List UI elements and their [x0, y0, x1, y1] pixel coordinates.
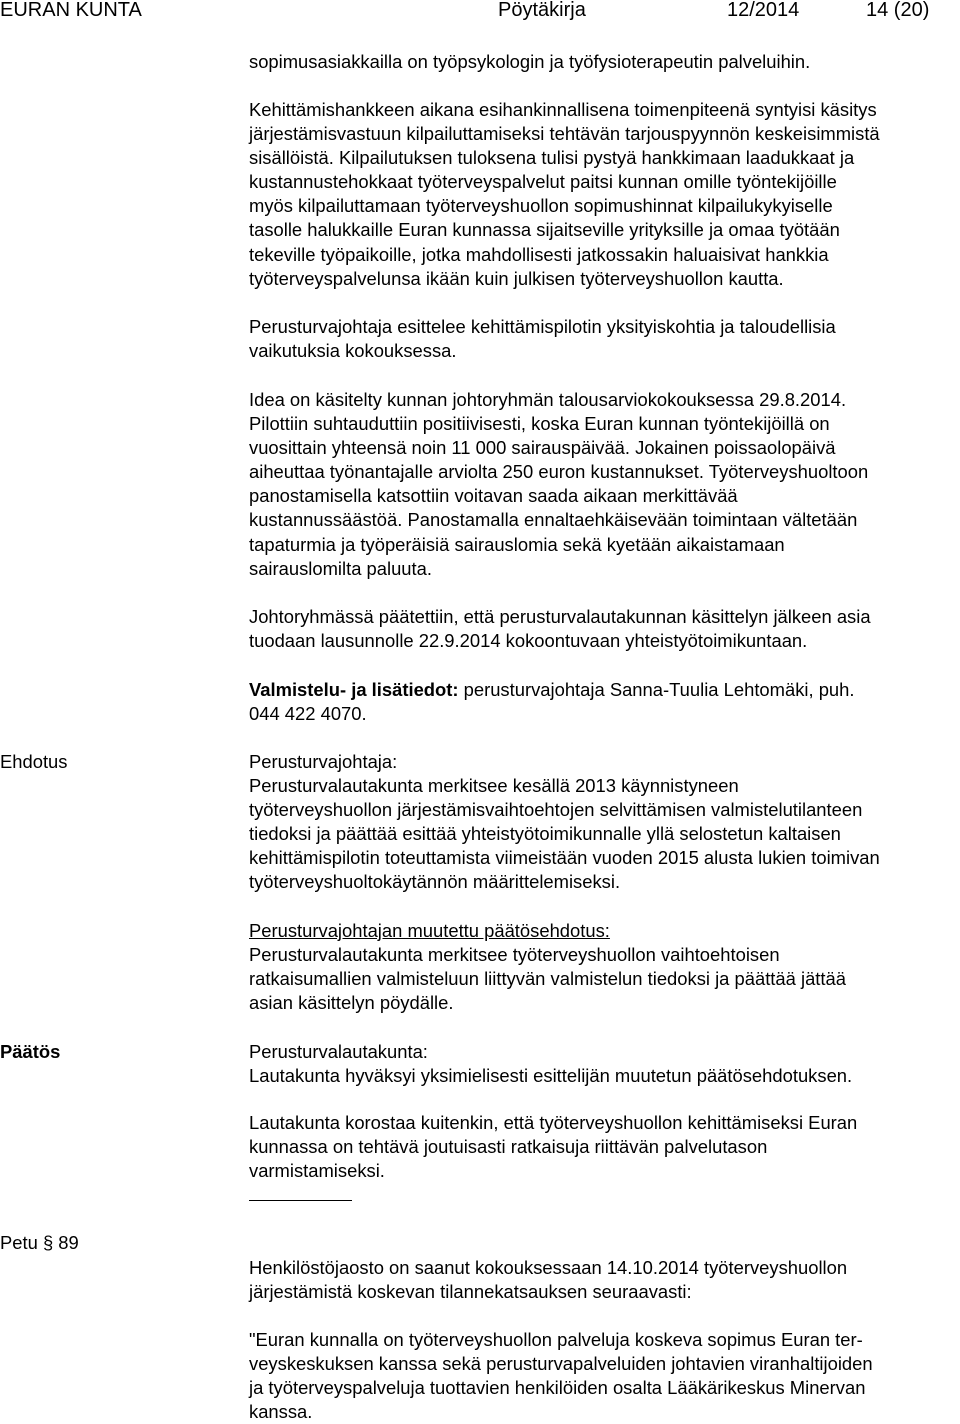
decision-heading: Perusturvalautakunta: [249, 1041, 428, 1062]
page-header [0, 0, 960, 24]
decision-label: Päätös [0, 1041, 61, 1062]
document-number: 12/2014 [727, 0, 800, 21]
paragraph-presentation: Perusturvajohtaja esittelee kehittämispilotin yksityiskohtia ja taloudellisia vaikutuksia kokouksessa. [249, 316, 836, 362]
item-label: Petu § 89 [0, 1232, 79, 1253]
decision-text: Perusturvalautakunta: Lautakunta hyväksyi yksimielisesti esittelijän muutetun päätösehdotuksen. [249, 1040, 960, 1088]
amended-proposal-text: Perusturvajohtajan muutettu päätösehdotus: Perusturvalautakunta merkitsee työterveyshuollon vaihtoehtoisen ratkaisumallien valmisteluun liittyvän valmistelun tiedoksi ja päättää jättää asian käsittelyn pöydälle. [249, 920, 846, 1014]
page-number: 14 (20) [866, 0, 930, 21]
document-type: Pöytäkirja [498, 0, 586, 21]
organization-name: EURAN KUNTA [0, 0, 142, 21]
section-divider [249, 1200, 352, 1201]
item-intro: Henkilöstöjaosto on saanut kokouksessaan 14.10.2014 työterveyshuollon järjestämistä koskevan tilannekatsauksen seuraavasti: [249, 1257, 848, 1303]
proposal-label: Ehdotus [0, 751, 68, 772]
preparation-info [249, 678, 960, 726]
proposal-text: Perusturvajohtaja: Perusturvalautakunta merkitsee kesällä 2013 käynnistyneen työterveyshuollon järjestämisvaihtoehtojen selvittämisen valmistelutilanteen tiedoksi ja päättää esittää yhteistyötoimikunnalle yllä selostetun kaltaisen kehittämispilotin toteuttamista viimeistään vuoden 2015 alusta lukien toimivan työterveyshuoltokäytännön määrittelemiseksi. [249, 750, 960, 895]
preparation-contact: perusturvajohtaja Sanna-Tuulia Lehtomäki, puh. [458, 679, 855, 700]
paragraph-development-project: Kehittämishankkeen aikana esihankinnallisena toimenpiteenä syntyisi käsitys järjestämisvastuun kilpailuttamiseksi tehtävän tarjouspyynnön keskeisimmistä sisällöistä. Kilpailutuksen tuloksena tulisi pystyä hankkimaan laadukkaat ja kustannustehokkaat työterveyspalvelut paitsi kunnan omille työntekijöille myös kilpailuttamaan työterveyshuollon sopimushinnat kilpailukykyiselle tasolle halukkaille Euran kunnassa sijaitseville yrityksille ja omaa työtään tekeville työpaikoille, jotka mahdollisesti jatkossakin haluaisivat hankkia työterveyspalvelunsa ikään kuin julkisen työterveyshuollon kautta. [249, 99, 880, 289]
amended-proposal-heading: Perusturvajohtajan muutettu päätösehdotus: [249, 920, 610, 941]
paragraph-management-meeting: Idea on käsitelty kunnan johtoryhmän talousarviokokouksessa 29.8.2014. Pilottiin suhtauduttiin positiivisesti, koska Euran kunnan työntekijöillä on vuosittain yhteensä noin 11 000 sairauspäivää. Jokainen poissaolopäivä aiheuttaa työnantajalle arviolta 250 euron kustannukset. Työterveyshuoltoon panostamisella katsottiin voitavan saada aikaan merkittävää kustannussäästöä. Panostamalla ennaltaehkäisevään toimintaan vältetään tapaturmia ja työperäisiä sairauslomia sekä kyetään aikaistamaan sairauslomilta paluuta. [249, 389, 869, 579]
preparation-phone: 044 422 4070. [249, 703, 367, 725]
decision-emphasis: Lautakunta korostaa kuitenkin, että työterveyshuollon kehittämiseksi Euran kunnassa on tehtävä joutuisasti ratkaisuja riittävän palvelutason varmistamiseksi. [249, 1112, 858, 1182]
proposal-heading: Perusturvajohtaja: [249, 751, 398, 772]
preparation-label: Valmistelu- ja lisätiedot: [249, 679, 459, 700]
item-quote: "Euran kunnalla on työterveyshuollon palveluja koskeva sopimus Euran ter- veyskeskuksen kanssa sekä perusturvapalveluiden johtavien viranhaltijoiden ja työterveyspalveluja tuottavien henkilöiden osalta Lääkärikeskus Minervan kanssa. [249, 1329, 873, 1423]
paragraph-services: sopimusasiakkailla on työpsykologin ja työfysioterapeutin palveluihin. [249, 51, 811, 72]
paragraph-management-decision: Johtoryhmässä päätettiin, että perusturvalautakunnan käsittelyn jälkeen asia tuodaan lausunnolle 22.9.2014 kokoontuvaan yhteistyötoimikuntaan. [249, 606, 871, 652]
